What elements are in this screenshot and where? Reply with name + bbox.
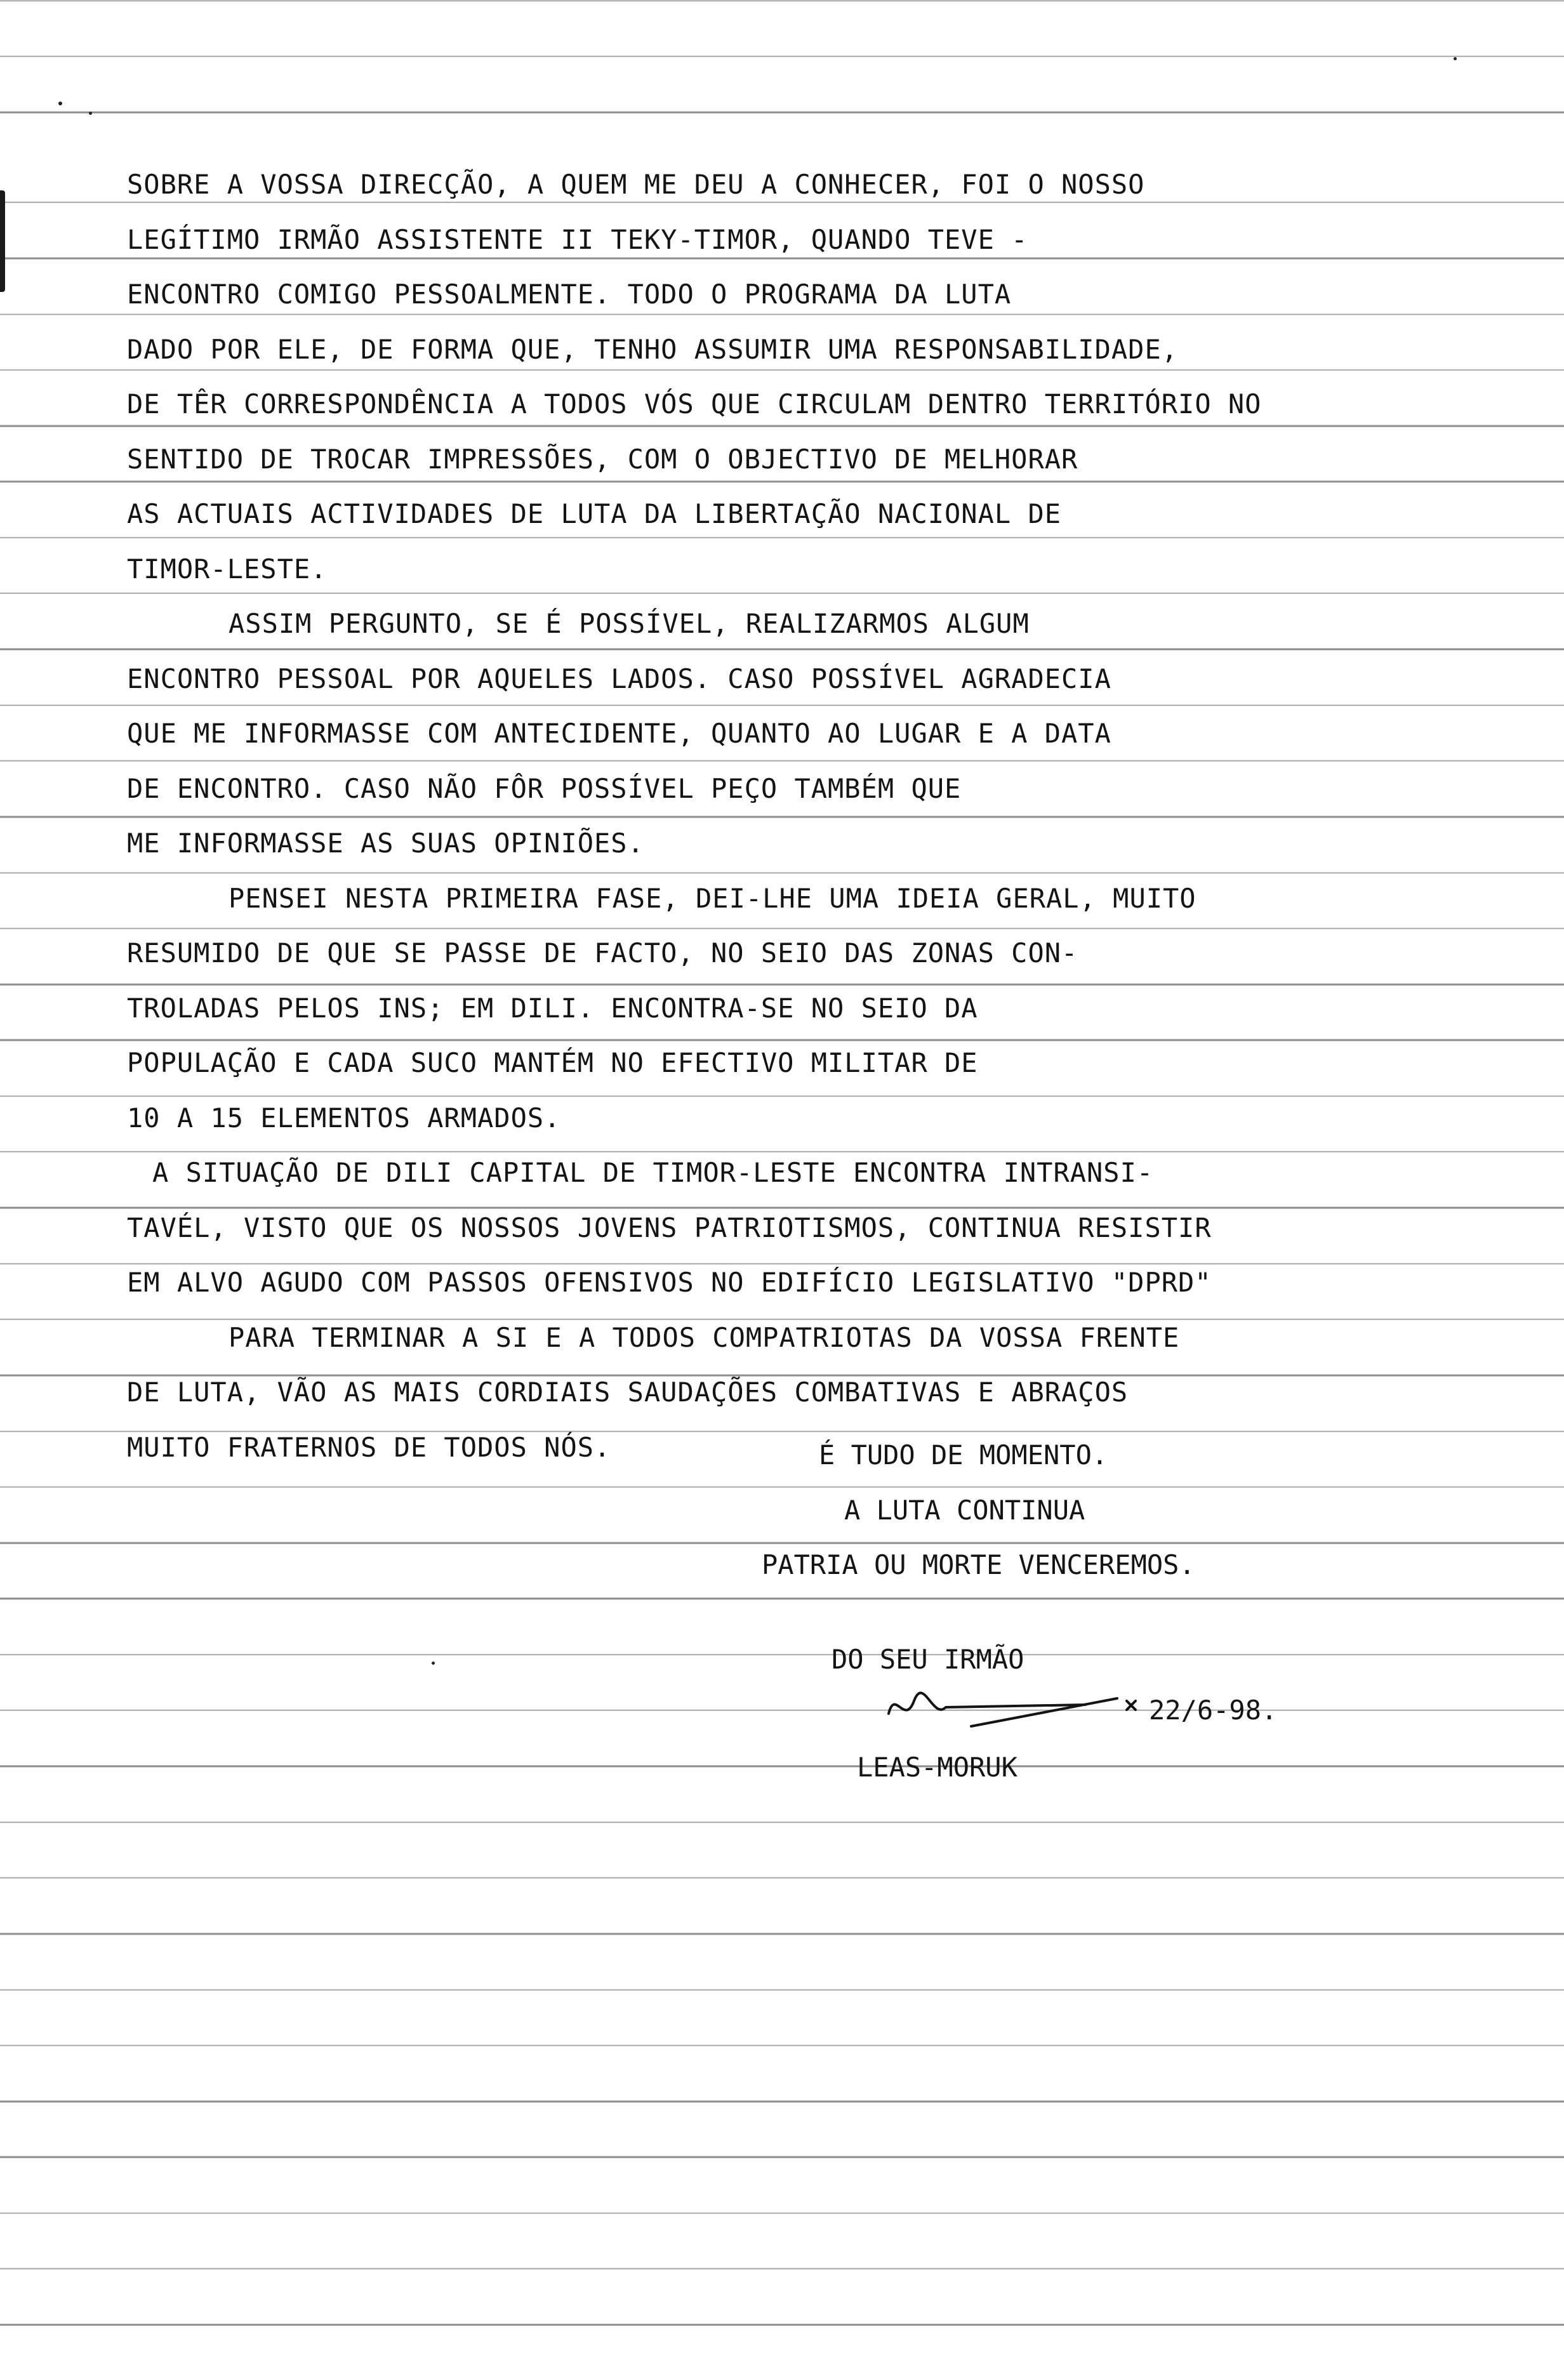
ink-speck bbox=[432, 1662, 435, 1665]
closing-line: É TUDO DE MOMENTO. bbox=[819, 1439, 1108, 1471]
letter-line: ENCONTRO COMIGO PESSOALMENTE. TODO O PROGRAMA DA LUTA bbox=[127, 279, 1012, 310]
letter-line: DE TÊR CORRESPONDÊNCIA A TODOS VÓS QUE CIRCULAM DENTRO TERRITÓRIO NO bbox=[127, 388, 1262, 420]
letter-line: AS ACTUAIS ACTIVIDADES DE LUTA DA LIBERTAÇÃO NACIONAL DE bbox=[127, 498, 1062, 529]
signature-block bbox=[832, 1644, 1403, 1809]
margin-ink-mark bbox=[0, 190, 5, 292]
letter-line: LEGÍTIMO IRMÃO ASSISTENTE II TEKY-TIMOR, QUANDO TEVE - bbox=[127, 223, 1028, 255]
letter-line: ENCONTRO PESSOAL POR AQUELES LADOS. CASO POSSÍVEL AGRADECIA bbox=[127, 663, 1111, 694]
ink-speck bbox=[89, 112, 92, 115]
letter-line: PENSEI NESTA PRIMEIRA FASE, DEI-LHE UMA IDEIA GERAL, MUITO bbox=[229, 882, 1196, 914]
letter-line: SENTIDO DE TROCAR IMPRESSÕES, COM O OBJECTIVO DE MELHORAR bbox=[127, 443, 1078, 475]
closing-line: PATRIA OU MORTE VENCEREMOS. bbox=[762, 1549, 1195, 1580]
letter-line: ME INFORMASSE AS SUAS OPINIÕES. bbox=[127, 828, 644, 859]
letter-line: SOBRE A VOSSA DIRECÇÃO, A QUEM ME DEU A CONHECER, FOI O NOSSO bbox=[127, 169, 1145, 200]
letter-line: EM ALVO AGUDO COM PASSOS OFENSIVOS NO EDIFÍCIO LEGISLATIVO "DPRD" bbox=[127, 1267, 1212, 1298]
letter-line: RESUMIDO DE QUE SE PASSE DE FACTO, NO SEIO DAS ZONAS CON- bbox=[127, 937, 1078, 969]
letter-line: MUITO FRATERNOS DE TODOS NÓS. bbox=[127, 1431, 611, 1463]
letter-line: 10 A 15 ELEMENTOS ARMADOS. bbox=[127, 1102, 561, 1134]
letter-line: DE ENCONTRO. CASO NÃO FÔR POSSÍVEL PEÇO TAMBÉM QUE bbox=[127, 772, 962, 804]
letter-line: POPULAÇÃO E CADA SUCO MANTÉM NO EFECTIVO MILITAR DE bbox=[127, 1047, 978, 1078]
letter-closing bbox=[762, 1428, 1460, 1593]
letter-line: TROLADAS PELOS INS; EM DILI. ENCONTRA-SE NO SEIO DA bbox=[127, 992, 978, 1024]
letter-line: DE LUTA, VÃO AS MAIS CORDIAIS SAUDAÇÕES COMBATIVAS E ABRAÇOS bbox=[127, 1377, 1129, 1408]
letter-line: PARA TERMINAR A SI E A TODOS COMPATRIOTAS DA VOSSA FRENTE bbox=[229, 1321, 1180, 1353]
letter-line: A SITUAÇÃO DE DILI CAPITAL DE TIMOR-LESTE ENCONTRA INTRANSI- bbox=[152, 1157, 1154, 1188]
closing-line: A LUTA CONTINUA bbox=[844, 1494, 1085, 1526]
letter-line: TIMOR-LESTE. bbox=[127, 553, 328, 585]
signature-date: 22/6-98. bbox=[1149, 1695, 1278, 1726]
letter-line: DADO POR ELE, DE FORMA QUE, TENHO ASSUMIR UMA RESPONSABILIDADE, bbox=[127, 333, 1179, 365]
signature-from: DO SEU IRMÃO bbox=[832, 1644, 1024, 1675]
letter-body bbox=[127, 157, 1498, 1475]
letter-line: QUE ME INFORMASSE COM ANTECIDENTE, QUANTO AO LUGAR E A DATA bbox=[127, 718, 1111, 749]
letter-line: TAVÉL, VISTO QUE OS NOSSOS JOVENS PATRIOTISMOS, CONTINUA RESISTIR bbox=[127, 1212, 1212, 1243]
signature-name: LEAS-MORUK bbox=[857, 1752, 1017, 1783]
ink-speck bbox=[1454, 57, 1457, 60]
letter-line: ASSIM PERGUNTO, SE É POSSÍVEL, REALIZARMOS ALGUM bbox=[229, 608, 1030, 639]
ink-speck bbox=[58, 102, 62, 105]
